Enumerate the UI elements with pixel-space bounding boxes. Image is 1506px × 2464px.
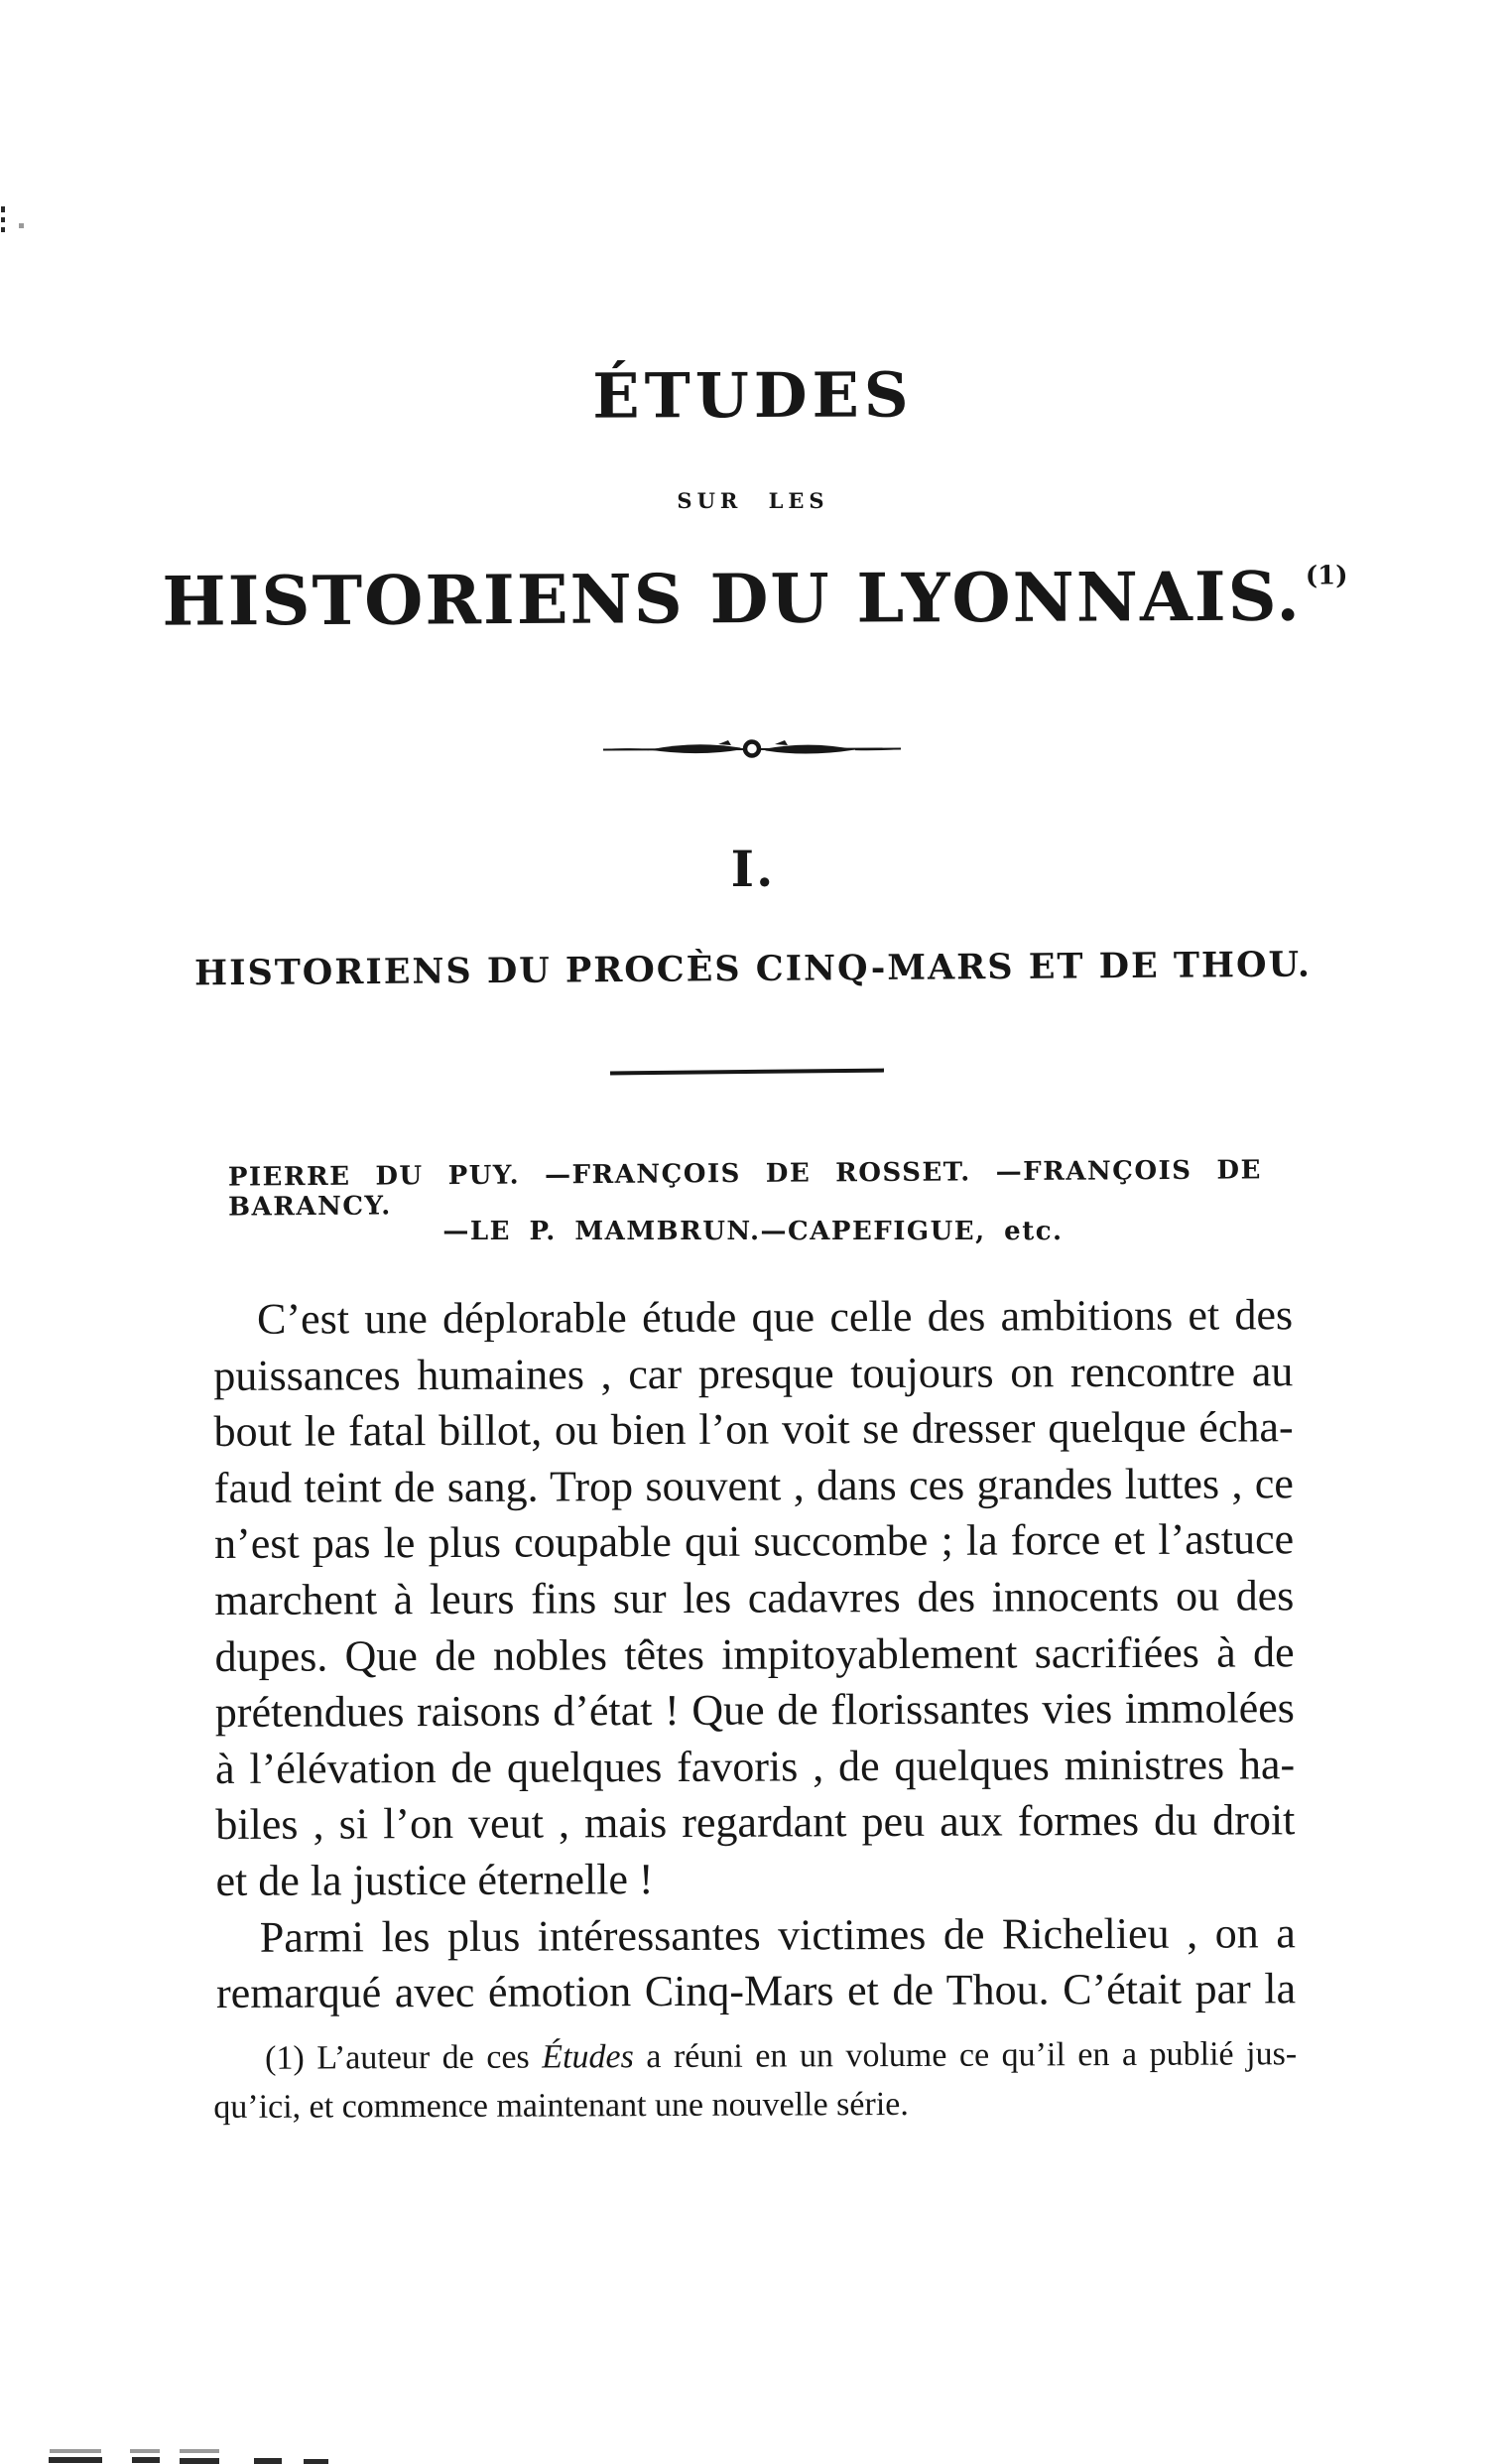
body-line: prétendues raisons d’état ! Que de florissantes vies immolées [214, 1683, 1295, 1738]
series-subtitle: SUR LES [677, 488, 829, 513]
main-title-text: HISTORIENS DU LYONNAIS. [162, 557, 1303, 642]
body-line: C’est une déplorable étude que celle des ambitions et des [257, 1290, 1294, 1344]
scan-speck [1, 206, 5, 212]
scan-speck [1, 227, 5, 232]
main-title [0, 557, 1506, 643]
authors-line-2: —LE P. MAMBRUN.—CAPEFIGUE, etc. [442, 1217, 1064, 1246]
ornament-rule-icon [601, 738, 905, 760]
scan-speck [180, 2449, 219, 2453]
footnote [213, 2029, 1297, 2132]
scan-speck [1, 217, 5, 222]
ornament-divider [0, 738, 1506, 765]
scan-speck [180, 2458, 219, 2464]
body-line: dupes. Que de nobles têtes impitoyablement sacrifiées à de [214, 1626, 1295, 1681]
scan-speck [254, 2458, 282, 2464]
scan-speck [19, 223, 24, 228]
body-line: Parmi les plus intéressantes victimes de Richelieu , on a [259, 1907, 1296, 1962]
footnote-text: (1) L’auteur de ces [265, 2038, 543, 2077]
section-number: I. [730, 840, 776, 898]
footnote-text: a réuni en un volume ce qu’il en a publié jus- [633, 2035, 1298, 2076]
body-line: marchent à leurs fins sur les cadavres des innocents ou des [214, 1571, 1295, 1624]
section-rule [610, 1069, 884, 1076]
footnote-work-title: Études [542, 2038, 634, 2076]
body-line: bout le fatal billot, ou bien l’on voit se dresser quelque écha- [213, 1402, 1294, 1457]
body-line: biles , si l’on veut , mais regardant peu aux formes du droit [215, 1795, 1296, 1850]
body-line: à l’élévation de quelques favoris , de quelques ministres ha- [214, 1739, 1296, 1793]
footnote-reference-mark: (1) [1305, 561, 1348, 591]
scan-speck [132, 2457, 160, 2463]
body-line: faud teint de sang. Trop souvent , dans ces grandes luttes , ce [213, 1459, 1294, 1512]
body-line: et de la justice éternelle ! [215, 1855, 654, 1905]
chapter-title: HISTORIENS DU PROCÈS CINQ-MARS ET DE THOU. [193, 944, 1313, 994]
series-title: ÉTUDES [592, 358, 914, 433]
body-line: n’est pas le plus coupable qui succombe ; la force et l’astuce [214, 1514, 1295, 1569]
scan-speck [304, 2459, 328, 2464]
body-line: remarqué avec émotion Cinq-Mars et de Thou. C’était par la [215, 1964, 1297, 2018]
authors-line-1: PIERRE DU PUY. —FRANÇOIS DE ROSSET. —FRANÇOIS DE BARANCY. [227, 1155, 1262, 1223]
body-text [213, 1287, 1296, 2021]
footnote-line [213, 2029, 1297, 2083]
scan-speck [49, 2457, 102, 2463]
body-line: puissances humaines , car presque toujours on rencontre au [213, 1346, 1294, 1400]
footnote-line: qu’ici, et commence maintenant une nouvelle série. [213, 2085, 909, 2126]
scan-speck [50, 2449, 101, 2453]
scan-speck [130, 2449, 160, 2453]
